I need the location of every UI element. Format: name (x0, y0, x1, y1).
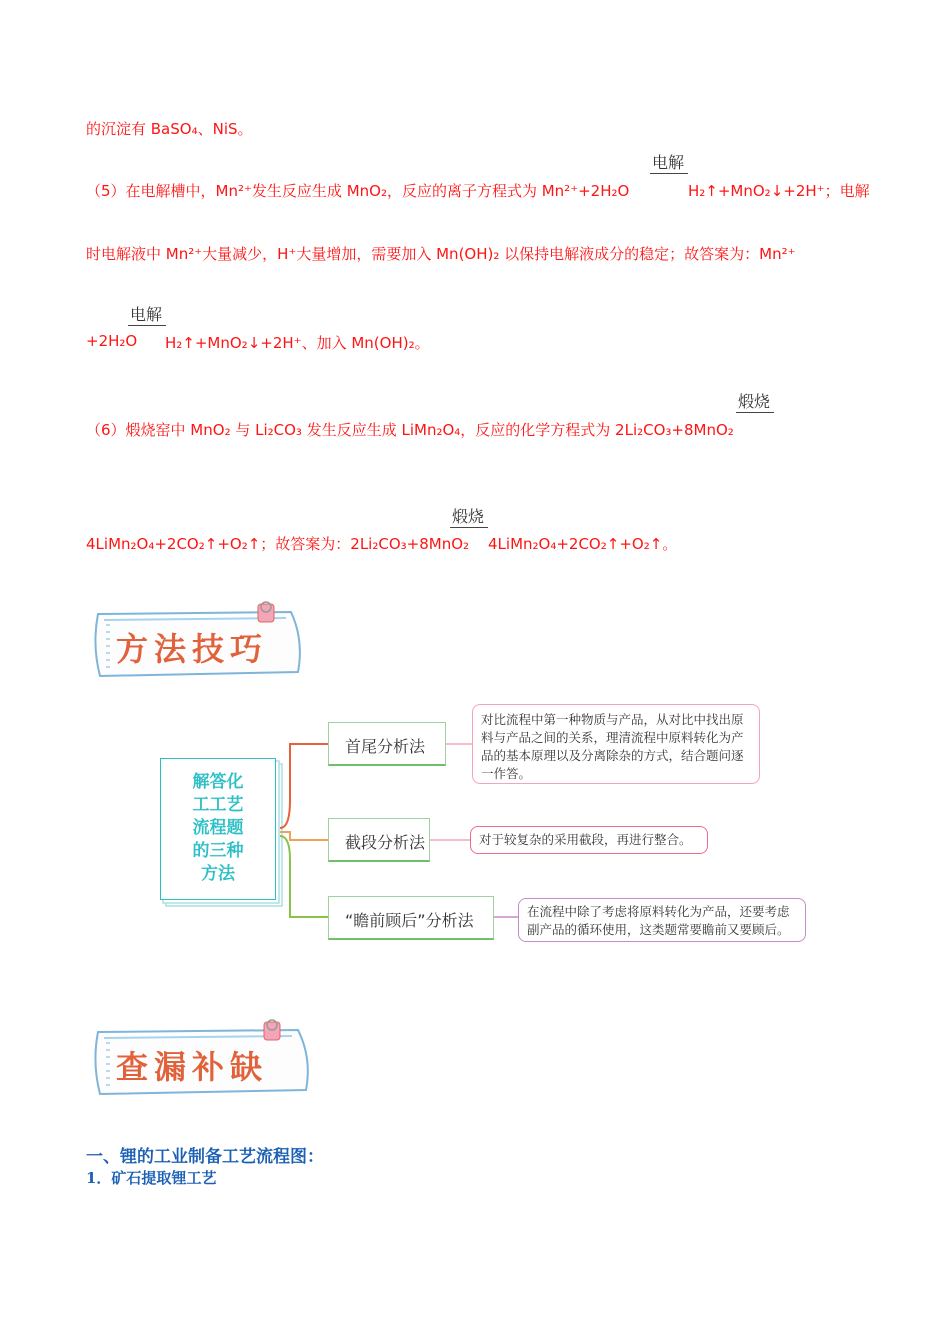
note-segment: 对于较复杂的采用截段，再进行整合。 (470, 826, 708, 854)
note-look-ahead-back: 在流程中除了考虑将原料转化为产品，还要考虑副产品的循环使用，这类题常要瞻前又要顾后。 (518, 898, 806, 942)
gaps-banner (86, 1018, 318, 1098)
branch-segment: 截段分析法 (328, 818, 430, 862)
answer-line-4a: +2H₂O (86, 332, 138, 350)
mindmap-root-line: 工工艺 (192, 795, 244, 815)
answer-line-6b: 4LiMn₂O₄+2CO₂↑+O₂↑。 (488, 535, 678, 553)
mindmap-root-line: 方法 (201, 864, 235, 884)
calcination-condition-2: 煅烧 (452, 507, 485, 526)
answer-line-5: （6）煅烧窑中 MnO₂ 与 Li₂CO₃ 发生反应生成 LiMn₂O₄，反应的化学方程式为 2Li₂CO₃+8MnO₂ (86, 421, 734, 439)
branch-head-tail: 首尾分析法 (328, 722, 446, 766)
gaps-banner-title: 查漏补缺 (116, 1048, 269, 1086)
answer-line-2b: H₂↑+MnO₂↓+2H⁺；电解 (688, 182, 870, 200)
answer-line-1: 的沉淀有 BaSO₄、NiS。 (86, 120, 253, 138)
mindmap-root (160, 758, 276, 900)
methods-banner-title: 方法技巧 (116, 630, 269, 668)
mindmap-root-line: 流程题 (192, 818, 244, 838)
electrolysis-condition-1: 电解 (652, 153, 685, 172)
note-head-tail: 对比流程中第一种物质与产品，从对比中找出原料与产品之间的关系，理清流程中原料转化为产品的基本原理以及分离除杂的方式，结合题问逐一作答。 (472, 704, 760, 784)
mindmap-root-line: 解答化 (192, 772, 244, 792)
branch-look-ahead-back: “瞻前顾后”分析法 (328, 896, 494, 940)
calcination-condition-1: 煅烧 (738, 392, 771, 411)
electrolysis-condition-2: 电解 (130, 305, 163, 324)
section-heading: 一、锂的工业制备工艺流程图： (86, 1147, 324, 1167)
mindmap-root-line: 的三种 (192, 841, 244, 861)
answer-line-4b: H₂↑+MnO₂↓+2H⁺、加入 Mn(OH)₂。 (165, 334, 430, 352)
answer-line-3: 时电解液中 Mn²⁺大量减少，H⁺大量增加，需要加入 Mn(OH)₂ 以保持电解液成分的稳定；故答案为：Mn²⁺ (86, 245, 796, 263)
answer-line-2: （5）在电解槽中，Mn²⁺发生反应生成 MnO₂，反应的离子方程式为 Mn²⁺+2H₂O (86, 182, 630, 200)
answer-line-6a: 4LiMn₂O₄+2CO₂↑+O₂↑；故答案为：2Li₂CO₃+8MnO₂ (86, 535, 470, 553)
subsection-heading: 1．矿石提取锂工艺 (86, 1169, 217, 1187)
